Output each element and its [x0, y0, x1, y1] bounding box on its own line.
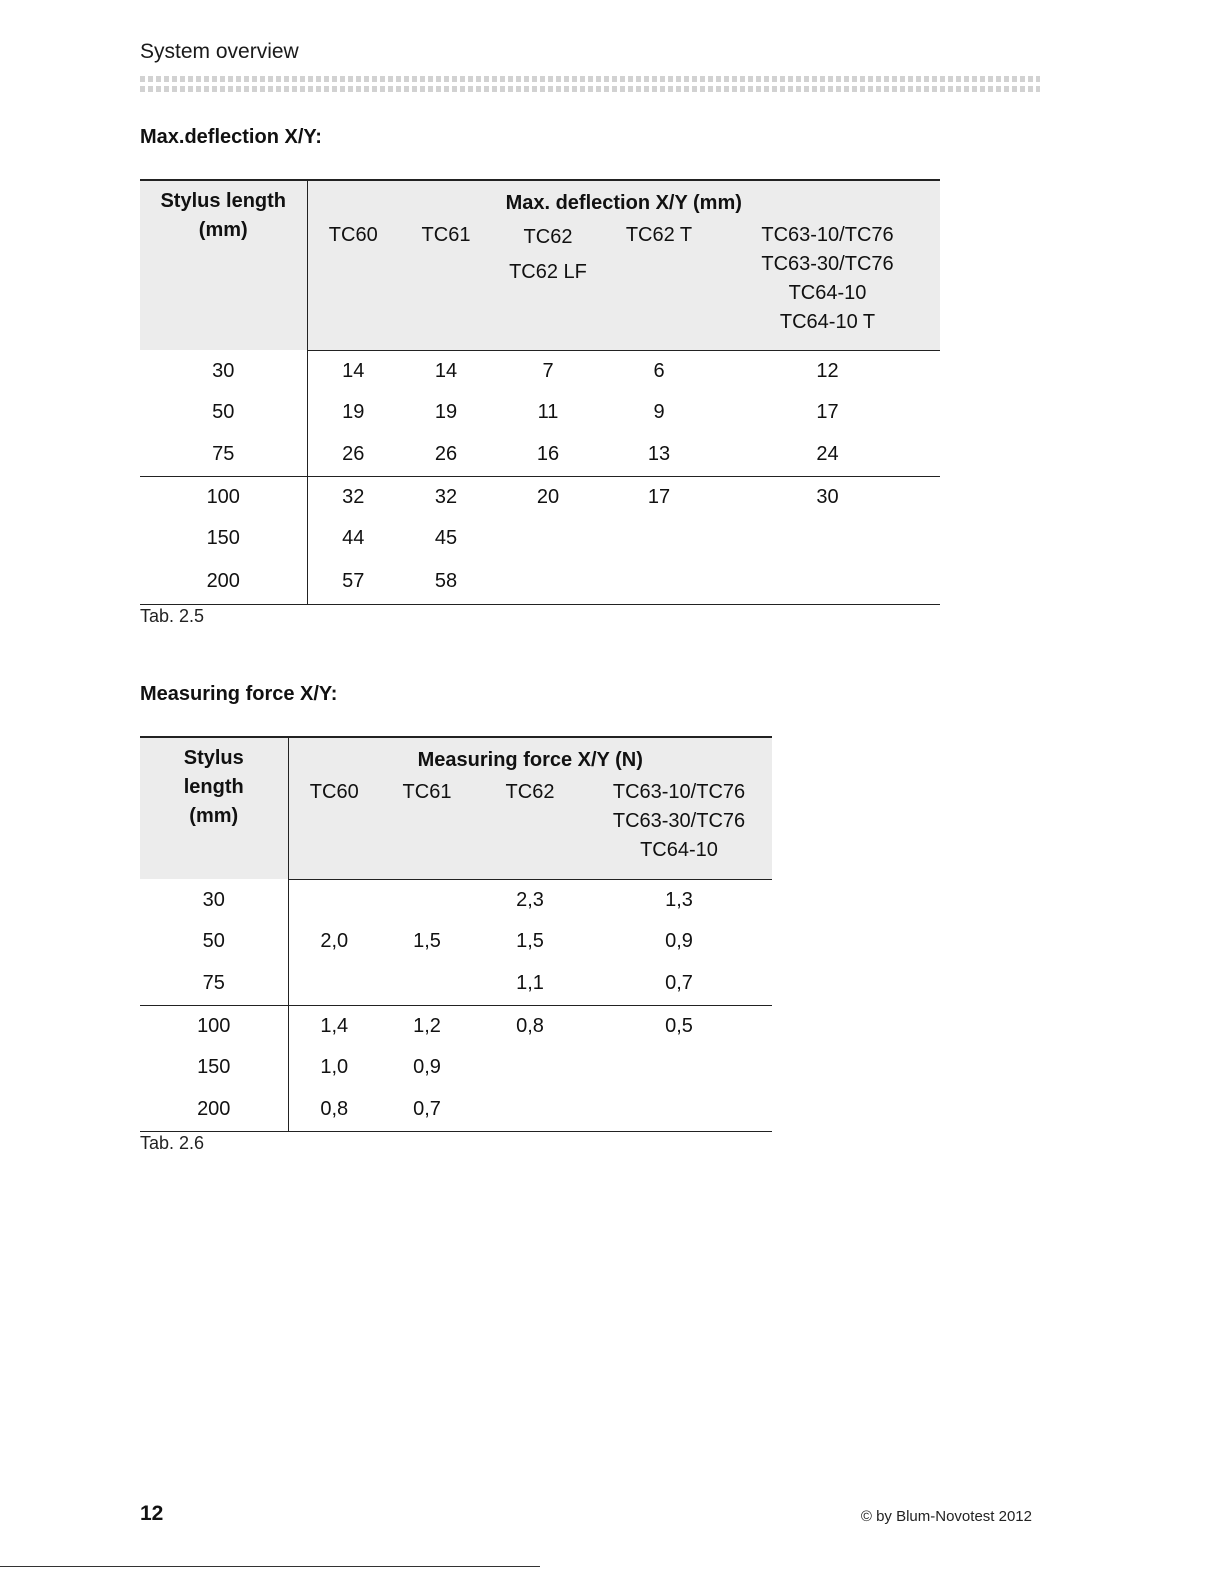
table-row [140, 879, 772, 921]
force-table [140, 736, 772, 1132]
deflection-caption: Tab. 2.5 [140, 606, 205, 626]
stylus-length-cell: 75 [140, 433, 307, 476]
value-cell: 11 [537, 401, 559, 423]
column-header: TC63-10/TC76 TC63-30/TC76 TC64-10 [586, 777, 772, 879]
column-header: TC62 [474, 777, 586, 879]
value-cell: 1,5 [516, 930, 544, 952]
table-row [140, 962, 772, 1005]
bottom-rule [0, 1566, 540, 1567]
value-cell: 24 [816, 442, 839, 465]
running-header: System overview [140, 40, 299, 63]
table-row [140, 350, 940, 392]
value-cell: 0,7 [413, 1097, 441, 1120]
value-cell: 2,0 [320, 930, 349, 952]
column-header: TC62 T [603, 220, 715, 350]
value-cell [586, 1088, 772, 1131]
value-cell: 0,8 [320, 1097, 349, 1120]
table-row [140, 1088, 772, 1131]
value-cell: 2,3 [516, 888, 544, 911]
column-header: TC60 [288, 777, 380, 879]
value-cell: 58 [434, 569, 458, 592]
table-row [140, 476, 940, 518]
value-cell: 17 [603, 476, 715, 518]
stylus-length-cell: 200 [140, 1088, 288, 1131]
value-cell: 44 [342, 527, 365, 549]
force-group-header: Measuring force X/Y (N) [288, 737, 772, 777]
value-cell: 14 [342, 359, 365, 382]
value-cell [603, 559, 715, 604]
value-cell: 0,5 [586, 1005, 772, 1047]
value-cell [603, 518, 715, 559]
column-header: TC63-10/TC76 TC63-30/TC76 TC64-10 TC64-10 T [715, 220, 940, 350]
value-cell: 57 [342, 569, 365, 592]
column-header: TC61 [399, 220, 493, 350]
stylus-length-cell: 150 [140, 518, 307, 559]
deflection-table [140, 179, 940, 605]
stylus-length-cell: 100 [140, 476, 307, 518]
stylus-length-cell: 50 [140, 921, 288, 962]
value-cell [474, 1088, 586, 1131]
stylus-length-cell: 30 [140, 350, 307, 392]
stylus-length-cell: 75 [140, 962, 288, 1005]
table-row [140, 1047, 772, 1088]
value-cell: 0,9 [665, 930, 693, 952]
value-cell: 1,1 [516, 971, 544, 994]
page-number: 12 [140, 1502, 164, 1525]
value-cell [474, 1047, 586, 1088]
value-cell: 13 [647, 442, 671, 465]
value-cell: 19 [342, 401, 365, 423]
force-caption: Tab. 2.6 [140, 1133, 205, 1153]
value-cell: 16 [536, 442, 560, 465]
value-cell: 26 [342, 442, 365, 465]
value-cell [288, 879, 380, 921]
value-cell: 0,8 [474, 1005, 586, 1047]
value-cell [715, 559, 940, 604]
value-cell [715, 518, 940, 559]
stylus-length-header: Stylus length (mm) [140, 737, 288, 879]
value-cell: 32 [307, 476, 399, 518]
column-header: TC60 [307, 220, 399, 350]
value-cell: 0,9 [413, 1056, 441, 1078]
copyright: © by Blum-Novotest 2012 [860, 1508, 1032, 1525]
stylus-length-cell: 50 [140, 392, 307, 433]
value-cell: 0,7 [665, 971, 693, 994]
deflection-group-header: Max. deflection X/Y (mm) [307, 180, 940, 220]
value-cell: 1,4 [288, 1005, 380, 1047]
value-cell: 17 [816, 401, 839, 423]
deflection-heading: Max.deflection X/Y: [140, 126, 322, 148]
dotted-separator [140, 76, 1040, 94]
value-cell: 19 [434, 401, 458, 423]
stylus-length-cell: 30 [140, 879, 288, 921]
value-cell: 32 [399, 476, 493, 518]
value-cell: 7 [542, 359, 554, 382]
value-cell [380, 962, 474, 1005]
value-cell [380, 879, 474, 921]
stylus-length-header: Stylus length (mm) [140, 180, 307, 350]
value-cell: 9 [653, 401, 665, 423]
force-heading: Measuring force X/Y: [140, 683, 338, 705]
stylus-length-cell: 150 [140, 1047, 288, 1088]
value-cell: 30 [715, 476, 940, 518]
value-cell: 6 [653, 359, 665, 382]
stylus-length-cell: 100 [140, 1005, 288, 1047]
value-cell: 45 [434, 527, 458, 549]
value-cell: 26 [434, 442, 458, 465]
value-cell: 20 [493, 476, 603, 518]
table-row [140, 433, 940, 476]
table-row [140, 921, 772, 962]
value-cell: 1,0 [320, 1056, 349, 1078]
value-cell [493, 518, 603, 559]
table-row [140, 559, 940, 604]
value-cell: 1,2 [380, 1005, 474, 1047]
value-cell [288, 962, 380, 1005]
column-header: TC62 TC62 LF [493, 220, 603, 350]
value-cell [493, 559, 603, 604]
table-row [140, 1005, 772, 1047]
value-cell: 14 [434, 359, 458, 382]
table-row [140, 392, 940, 433]
value-cell: 1,5 [413, 930, 441, 952]
value-cell: 1,3 [665, 888, 693, 911]
value-cell: 12 [816, 359, 839, 382]
table-row [140, 518, 940, 559]
value-cell [586, 1047, 772, 1088]
stylus-length-cell: 200 [140, 559, 307, 604]
column-header: TC61 [380, 777, 474, 879]
